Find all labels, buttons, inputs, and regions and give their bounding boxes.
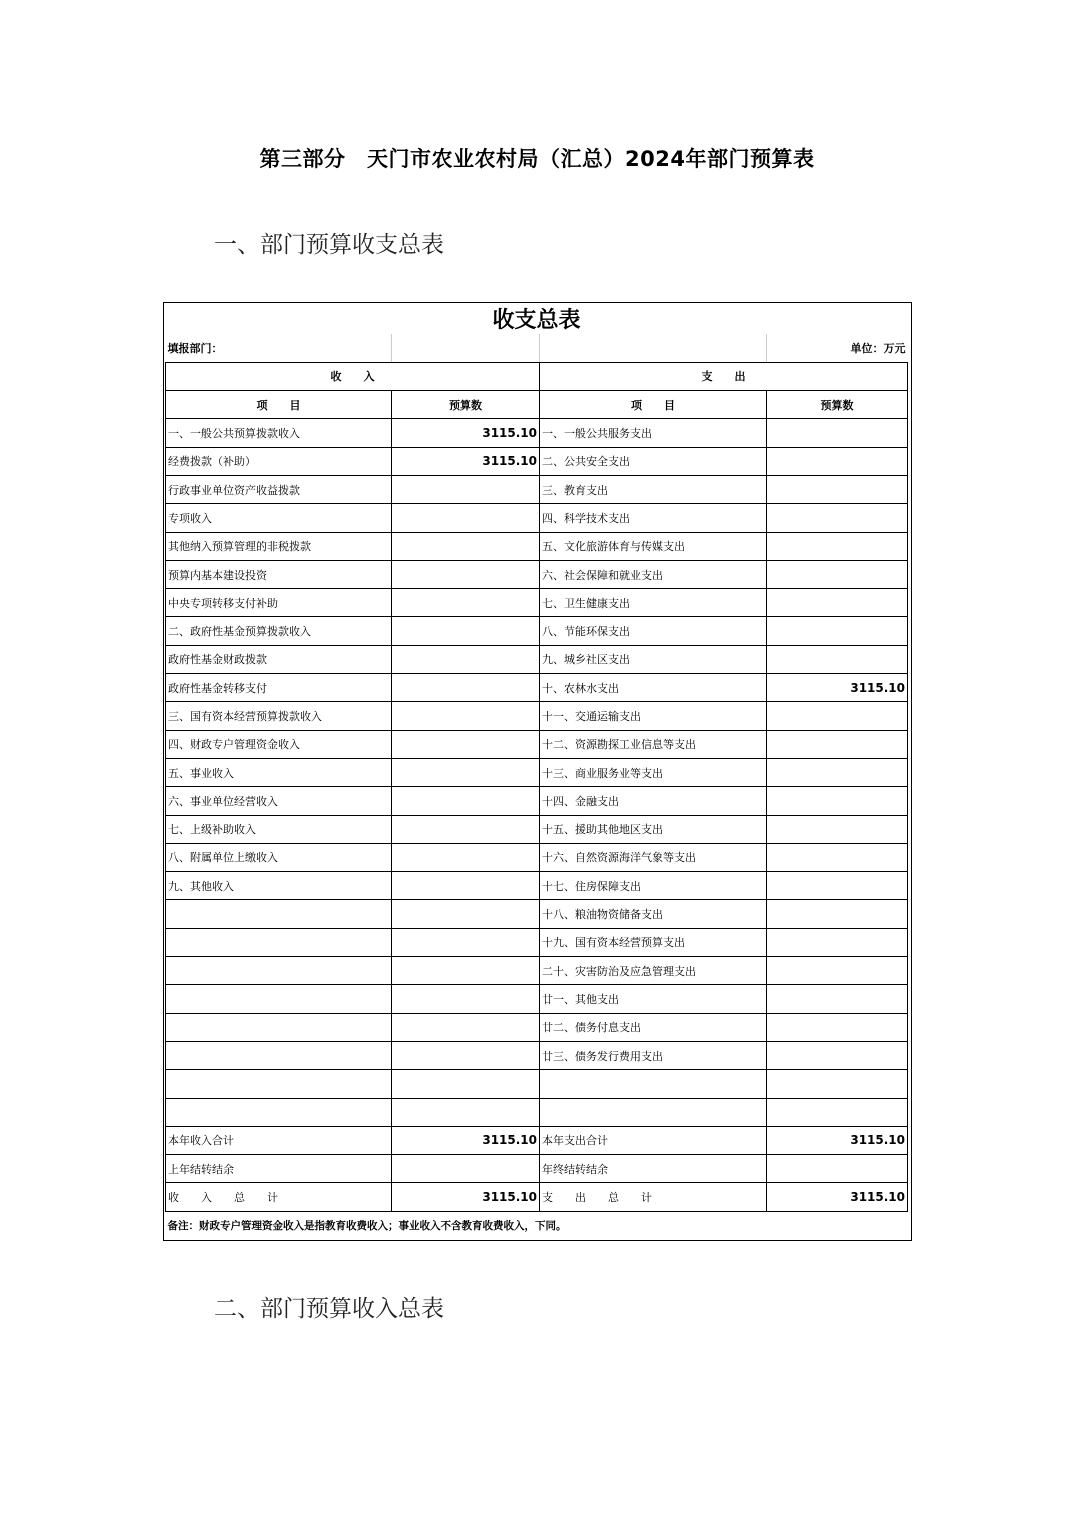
- expense-amount-cell: [767, 419, 908, 447]
- expense-amount-cell: [767, 1070, 908, 1098]
- income-item-cell: [166, 1070, 392, 1098]
- income-amount-cell: [392, 504, 540, 532]
- expense-item-cell: 二十、灾害防治及应急管理支出: [540, 957, 767, 985]
- expense-amount-cell: [767, 985, 908, 1013]
- expense-amount-cell: [767, 589, 908, 617]
- expense-item-cell: 十五、援助其他地区支出: [540, 815, 767, 843]
- expense-amount-cell: [767, 957, 908, 985]
- income-amount-cell: [392, 532, 540, 560]
- expense-amount-cell: [767, 843, 908, 871]
- table-row: [166, 900, 908, 928]
- income-item-cell: [166, 985, 392, 1013]
- table-row: [166, 787, 908, 815]
- expense-amount-cell: [767, 900, 908, 928]
- income-amount-cell: [392, 928, 540, 956]
- expense-item-cell: 十六、自然资源海洋气象等支出: [540, 843, 767, 871]
- expense-amount-cell: [767, 1098, 908, 1126]
- expense-amount-cell: [767, 1155, 908, 1183]
- income-item-cell: 七、上级补助收入: [166, 815, 392, 843]
- income-amount-cell: [392, 900, 540, 928]
- table-row: [166, 872, 908, 900]
- table-row: [166, 645, 908, 673]
- table-row: [166, 1070, 908, 1098]
- info-cell: [392, 334, 540, 362]
- income-amount-cell: [392, 1098, 540, 1126]
- income-amount-cell: [392, 1041, 540, 1069]
- table-row: [166, 702, 908, 730]
- income-amount-cell: [392, 957, 540, 985]
- income-item-cell: 九、其他收入: [166, 872, 392, 900]
- expense-item-cell: 廿一、其他支出: [540, 985, 767, 1013]
- table-row: [166, 1126, 908, 1154]
- income-item-cell: [166, 957, 392, 985]
- income-amount-cell: [392, 674, 540, 702]
- table-row: [166, 419, 908, 447]
- expense-item-cell: 廿三、债务发行费用支出: [540, 1041, 767, 1069]
- expense-amount-cell: [767, 758, 908, 786]
- income-item-cell: 政府性基金转移支付: [166, 674, 392, 702]
- income-amount-cell: [392, 985, 540, 1013]
- budget-table-frame: [163, 302, 912, 1241]
- income-amount-cell: 3115.10: [392, 1183, 540, 1211]
- expense-amount-cell: [767, 1041, 908, 1069]
- unit-label: 单位：万元: [767, 334, 908, 362]
- expense-amount-cell: 3115.10: [767, 1126, 908, 1154]
- income-amount-cell: [392, 872, 540, 900]
- income-item-cell: 一、一般公共预算拨款收入: [166, 419, 392, 447]
- expense-amount-cell: [767, 645, 908, 673]
- income-item-cell: 收 入 总 计: [166, 1183, 392, 1211]
- income-amount-cell: [392, 1070, 540, 1098]
- expense-item-cell: [540, 1070, 767, 1098]
- expense-item-cell: 四、科学技术支出: [540, 504, 767, 532]
- expense-item-cell: 十三、商业服务业等支出: [540, 758, 767, 786]
- table-row: [166, 617, 908, 645]
- income-item-cell: 中央专项转移支付补助: [166, 589, 392, 617]
- expense-item-cell: 十七、住房保障支出: [540, 872, 767, 900]
- expense-item-cell: 二、公共安全支出: [540, 447, 767, 475]
- table-row: [166, 1041, 908, 1069]
- expense-amount-cell: 3115.10: [767, 1183, 908, 1211]
- expense-item-cell: 八、节能环保支出: [540, 617, 767, 645]
- income-amount-cell: [392, 475, 540, 503]
- expense-item-cell: 九、城乡社区支出: [540, 645, 767, 673]
- income-amount-cell: [392, 645, 540, 673]
- income-item-cell: [166, 1098, 392, 1126]
- expense-amount-cell: [767, 787, 908, 815]
- table-row: [166, 532, 908, 560]
- income-item-cell: 行政事业单位资产收益拨款: [166, 475, 392, 503]
- expense-header: 支 出: [540, 362, 908, 390]
- income-item-cell: 预算内基本建设投资: [166, 560, 392, 588]
- income-item-cell: [166, 928, 392, 956]
- income-amount-cell: [392, 702, 540, 730]
- table-row: [166, 1098, 908, 1126]
- expense-item-cell: 七、卫生健康支出: [540, 589, 767, 617]
- income-item-cell: [166, 1041, 392, 1069]
- income-item-cell: 八、附属单位上缴收入: [166, 843, 392, 871]
- expense-item-cell: 支 出 总 计: [540, 1183, 767, 1211]
- expense-amount-cell: [767, 730, 908, 758]
- expense-amount-cell: 3115.10: [767, 674, 908, 702]
- expense-amount-cell: [767, 617, 908, 645]
- info-cell: [540, 334, 767, 362]
- income-item-cell: 上年结转结余: [166, 1155, 392, 1183]
- expense-amount-cell: [767, 475, 908, 503]
- table-row: [166, 1183, 908, 1211]
- income-item-cell: 三、国有资本经营预算拨款收入: [166, 702, 392, 730]
- table-row: [166, 815, 908, 843]
- income-amount-cell: 3115.10: [392, 1126, 540, 1154]
- income-amount-cell: [392, 758, 540, 786]
- expense-amount-cell: [767, 872, 908, 900]
- income-amount-cell: [392, 560, 540, 588]
- income-item-cell: 经费拨款（补助）: [166, 447, 392, 475]
- expense-item-cell: 三、教育支出: [540, 475, 767, 503]
- expense-item-cell: 十一、交通运输支出: [540, 702, 767, 730]
- table-row: [166, 560, 908, 588]
- table-row: [166, 589, 908, 617]
- income-item-cell: [166, 900, 392, 928]
- expense-item-col-header: 项 目: [540, 391, 767, 419]
- expense-amount-cell: [767, 560, 908, 588]
- expense-amount-cell: [767, 815, 908, 843]
- income-amount-cell: [392, 815, 540, 843]
- expense-item-cell: 一、一般公共服务支出: [540, 419, 767, 447]
- income-item-col-header: 项 目: [166, 391, 392, 419]
- income-item-cell: 政府性基金财政拨款: [166, 645, 392, 673]
- income-amount-cell: [392, 843, 540, 871]
- expense-item-cell: 六、社会保障和就业支出: [540, 560, 767, 588]
- income-amount-col-header: 预算数: [392, 391, 540, 419]
- table-row: [166, 1155, 908, 1183]
- table-row: [166, 504, 908, 532]
- table-row: [166, 758, 908, 786]
- table-title: 收支总表: [492, 308, 581, 333]
- expense-item-cell: 本年支出合计: [540, 1126, 767, 1154]
- income-header: 收 入: [166, 362, 540, 390]
- table-row: [166, 447, 908, 475]
- table-note: 备注：财政专户管理资金收入是指教育收费收入；事业收入不含教育收费收入，下同。: [167, 1219, 567, 1232]
- expense-item-cell: 廿二、债务付息支出: [540, 1013, 767, 1041]
- income-amount-cell: [392, 617, 540, 645]
- expense-amount-cell: [767, 928, 908, 956]
- income-amount-cell: 3115.10: [392, 419, 540, 447]
- income-amount-cell: [392, 589, 540, 617]
- income-item-cell: 专项收入: [166, 504, 392, 532]
- income-amount-cell: [392, 1013, 540, 1041]
- expense-item-cell: [540, 1098, 767, 1126]
- income-amount-cell: [392, 730, 540, 758]
- expense-item-cell: 十八、粮油物资储备支出: [540, 900, 767, 928]
- table-row: [166, 674, 908, 702]
- table-row: [166, 985, 908, 1013]
- income-item-cell: 其他纳入预算管理的非税拨款: [166, 532, 392, 560]
- expense-amount-cell: [767, 504, 908, 532]
- income-item-cell: 五、事业收入: [166, 758, 392, 786]
- table-row: [166, 730, 908, 758]
- expense-item-cell: 年终结转结余: [540, 1155, 767, 1183]
- income-item-cell: 六、事业单位经营收入: [166, 787, 392, 815]
- expense-item-cell: 五、文化旅游体育与传媒支出: [540, 532, 767, 560]
- income-amount-cell: [392, 787, 540, 815]
- expense-item-cell: 十二、资源勘探工业信息等支出: [540, 730, 767, 758]
- table-row: [166, 957, 908, 985]
- expense-item-cell: 十九、国有资本经营预算支出: [540, 928, 767, 956]
- section-heading-2: 二、部门预算收入总表: [214, 1296, 444, 1322]
- expense-amount-cell: [767, 447, 908, 475]
- section-heading-1: 一、部门预算收支总表: [214, 232, 444, 258]
- table-row: [166, 1013, 908, 1041]
- expense-amount-cell: [767, 702, 908, 730]
- budget-summary-table: [165, 303, 908, 1239]
- expense-amount-col-header: 预算数: [767, 391, 908, 419]
- expense-amount-cell: [767, 532, 908, 560]
- fill-dept-label: 填报部门：: [166, 334, 392, 362]
- table-row: [166, 475, 908, 503]
- document-title: 第三部分 天门市农业农村局（汇总）2024年部门预算表: [259, 147, 815, 171]
- expense-item-cell: 十、农林水支出: [540, 674, 767, 702]
- expense-item-cell: 十四、金融支出: [540, 787, 767, 815]
- income-item-cell: 本年收入合计: [166, 1126, 392, 1154]
- expense-amount-cell: [767, 1013, 908, 1041]
- income-item-cell: [166, 1013, 392, 1041]
- table-row: [166, 928, 908, 956]
- income-amount-cell: [392, 1155, 540, 1183]
- income-item-cell: 四、财政专户管理资金收入: [166, 730, 392, 758]
- income-amount-cell: 3115.10: [392, 447, 540, 475]
- table-row: [166, 843, 908, 871]
- income-item-cell: 二、政府性基金预算拨款收入: [166, 617, 392, 645]
